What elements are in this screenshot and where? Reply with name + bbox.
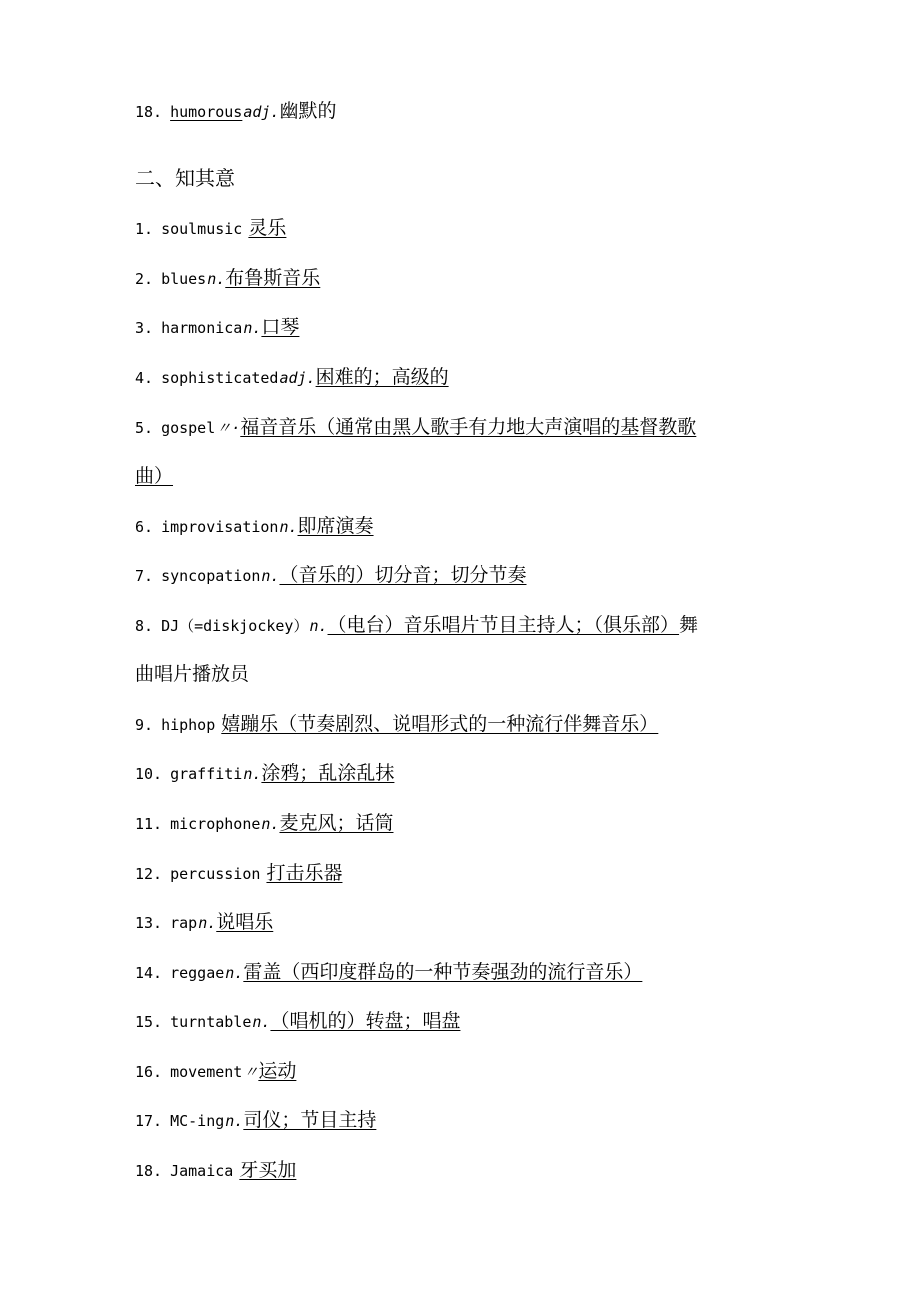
item-number: 8. (135, 617, 154, 635)
item-number: 7. (135, 567, 154, 585)
item-pos: n. (225, 964, 244, 982)
item-meaning: 嬉蹦乐（节奏剧烈、说唱形式的一种流行伴舞音乐） (221, 713, 659, 735)
item-meaning: 涂鸦；乱涂乱抹 (261, 762, 395, 784)
item-word: soulmusic (161, 220, 243, 238)
item-number: 18. (135, 1162, 163, 1180)
vocab-item-13 (135, 909, 790, 936)
vocab-item-15 (135, 1008, 790, 1035)
item-word: movement (170, 1063, 243, 1081)
vocab-item-17 (135, 1107, 790, 1134)
vocab-item-18 (135, 1157, 790, 1184)
vocab-item-11 (135, 810, 790, 837)
vocab-item-8-continued (135, 661, 790, 687)
item-word: MC-ing (170, 1112, 225, 1130)
item-meaning: 困难的；高级的 (315, 366, 449, 388)
item-number: 4. (135, 369, 154, 387)
item-word: harmonica (161, 319, 243, 337)
item-number: 14. (135, 964, 163, 982)
item-number: 16. (135, 1063, 163, 1081)
vocab-item-1 (135, 215, 790, 242)
item-number: 5. (135, 419, 154, 437)
item-meaning: 麦克风；话筒 (279, 812, 394, 834)
item-number: 18. (135, 103, 163, 121)
item-pos: n. (261, 815, 280, 833)
item-meaning: 即席演奏 (297, 515, 374, 537)
item-pos: n. (207, 270, 226, 288)
item-number: 10. (135, 765, 163, 783)
item-pos: n. (243, 765, 262, 783)
item-number: 2. (135, 270, 154, 288)
item-meaning: 福音音乐（通常由黑人歌手有力地大声演唱的基督教歌 (240, 416, 697, 438)
item-word: reggae (170, 964, 225, 982)
item-pos: adj. (279, 369, 316, 387)
item-word: improvisation (161, 518, 279, 536)
item-meaning: （音乐的）切分音；切分节奏 (279, 564, 527, 586)
section-heading: 二、知其意 (135, 166, 235, 190)
vocab-item-7 (135, 562, 790, 589)
vocab-item-14 (135, 959, 790, 986)
item-word: Jamaica (170, 1162, 234, 1180)
item-meaning: 灵乐 (248, 217, 287, 239)
item-number: 12. (135, 865, 163, 883)
item-pos: 〃· (216, 419, 241, 437)
item-meaning-continued: 曲） (135, 465, 174, 487)
item-pos: n. (261, 567, 280, 585)
vocab-item-2 (135, 265, 790, 292)
item-word: rap (170, 914, 198, 932)
vocab-item-16 (135, 1058, 790, 1085)
item-meaning: 打击乐器 (266, 862, 343, 884)
vocab-item-9 (135, 711, 790, 738)
item-word: sophisticated (161, 369, 279, 387)
item-meaning: （电台）音乐唱片节目主持人；（俱乐部） (327, 614, 680, 636)
item-pos: adj. (243, 103, 280, 121)
item-meaning: 司仪；节目主持 (243, 1109, 377, 1131)
vocab-item-top (135, 98, 790, 125)
item-number: 1. (135, 220, 154, 238)
vocab-item-12 (135, 860, 790, 887)
vocab-item-3 (135, 314, 790, 341)
vocab-item-10 (135, 760, 790, 787)
vocab-item-5 (135, 414, 790, 441)
item-word: blues (161, 270, 207, 288)
item-meaning: 牙买加 (239, 1159, 297, 1181)
item-number: 15. (135, 1013, 163, 1031)
item-meaning: （唱机的）转盘；唱盘 (270, 1010, 461, 1032)
item-number: 6. (135, 518, 154, 536)
item-word: microphone (170, 815, 261, 833)
item-meaning: 运动 (258, 1060, 297, 1082)
item-meaning-continued: 曲唱片播放员 (135, 663, 250, 685)
vocab-item-5-continued (135, 463, 790, 489)
item-word: syncopation (161, 567, 261, 585)
item-number: 13. (135, 914, 163, 932)
item-meaning: 布鲁斯音乐 (225, 267, 321, 289)
item-pos: n. (252, 1013, 271, 1031)
item-pos: n. (309, 617, 328, 635)
item-number: 11. (135, 815, 163, 833)
item-number: 3. (135, 319, 154, 337)
item-pos: n. (243, 319, 262, 337)
vocab-item-4 (135, 364, 790, 391)
item-word: humorous (170, 103, 243, 121)
item-meaning: 幽默的 (279, 100, 337, 122)
item-pos: n. (198, 914, 217, 932)
vocab-item-6 (135, 513, 790, 540)
item-number: 17. (135, 1112, 163, 1130)
item-word: hiphop (161, 716, 216, 734)
item-word: graffiti (170, 765, 243, 783)
vocab-item-8 (135, 612, 790, 639)
item-number: 9. (135, 716, 154, 734)
item-pos: n. (279, 518, 298, 536)
item-meaning: 口琴 (261, 316, 300, 338)
item-word: gospel (161, 419, 216, 437)
item-pos: n. (225, 1112, 244, 1130)
item-word: percussion (170, 865, 261, 883)
item-pos: 〃 (243, 1063, 259, 1081)
item-word: turntable (170, 1013, 252, 1031)
item-word: DJ（=diskjockey） (161, 617, 309, 635)
item-meaning-tail: 舞 (679, 614, 699, 636)
item-meaning: 说唱乐 (216, 911, 274, 933)
item-meaning: 雷盖（西印度群岛的一种节奏强劲的流行音乐） (243, 961, 643, 983)
